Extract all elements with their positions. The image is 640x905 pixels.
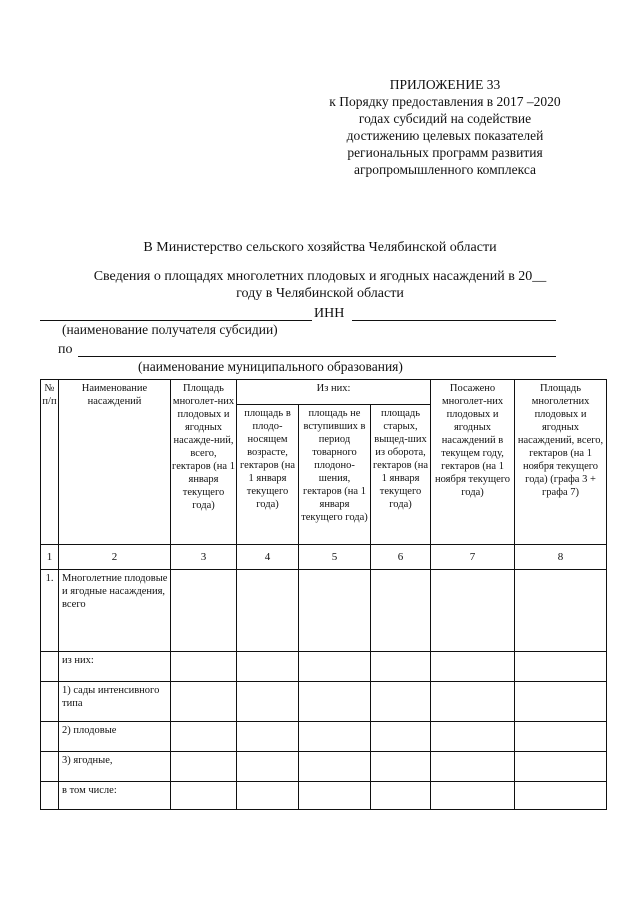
po-label: по <box>58 342 73 357</box>
column-number: 8 <box>515 545 607 570</box>
header-num: № п/п <box>41 380 59 545</box>
row-num <box>41 652 59 682</box>
row-name: 3) ягодные, <box>59 752 171 782</box>
row-name: из них: <box>59 652 171 682</box>
addressee: В Министерство сельского хозяйства Челябинской области <box>143 240 497 255</box>
appendix-line: к Порядку предоставления в 2017 –2020 <box>329 94 561 109</box>
appendix-line: агропромышленного комплекса <box>354 162 536 177</box>
table-row <box>41 682 607 722</box>
table-row <box>41 752 607 782</box>
appendix-line: региональных программ развития <box>347 145 543 160</box>
document-title <box>40 268 600 302</box>
appendix-block <box>300 76 590 178</box>
municipality-blank <box>78 356 556 357</box>
row-num <box>41 752 59 782</box>
header-old: площадь старых, выщед-ших из оборота, гектаров (на 1 января текущего года) <box>371 405 431 545</box>
row-name: 1) сады интенсивного типа <box>59 682 171 722</box>
inn-label: ИНН <box>314 306 345 321</box>
row-num: 1. <box>41 570 59 652</box>
row-name: Многолетние плодовые и ягодные насаждения, всего <box>59 570 171 652</box>
column-number: 4 <box>237 545 299 570</box>
header-not-bearing: площадь не вступивших в период товарного плодоно-шения, гектаров (на 1 января текущего года) <box>299 405 371 545</box>
column-number: 5 <box>299 545 371 570</box>
row-name: в том числе: <box>59 782 171 810</box>
table-row <box>41 570 607 652</box>
title-line-1: Сведения о площадях многолетних плодовых и ягодных насаждений в 20__ <box>93 269 547 284</box>
column-number: 3 <box>171 545 237 570</box>
row-num <box>41 722 59 752</box>
plantings-table <box>40 379 607 810</box>
row-num <box>41 782 59 810</box>
column-number: 7 <box>431 545 515 570</box>
header-planted: Посажено многолет-них плодовых и ягодных насаждений в текущем году, гектаров (на 1 ноября текущего года) <box>431 380 515 545</box>
header-area-nov: Площадь многолетних плодовых и ягодных насаждений, всего, гектаров (на 1 ноября текущего года) (графа 3 + графа 7) <box>515 380 607 545</box>
recipient-blank <box>40 320 312 321</box>
inn-blank <box>352 320 556 321</box>
header-of-them: Из них: <box>237 380 431 405</box>
header-name: Наименование насаждений <box>59 380 171 545</box>
header-bearing: площадь в плодо-носящем возрасте, гектаров (на 1 января текущего года) <box>237 405 299 545</box>
table-row <box>41 722 607 752</box>
recipient-caption: (наименование получателя субсидии) <box>62 322 278 337</box>
table-row <box>41 782 607 810</box>
column-number: 1 <box>41 545 59 570</box>
municipality-caption: (наименование муниципального образования) <box>138 359 403 374</box>
column-number: 6 <box>371 545 431 570</box>
appendix-title: ПРИЛОЖЕНИЕ 33 <box>389 77 501 92</box>
row-num <box>41 682 59 722</box>
appendix-line: годах субсидий на содействие <box>358 111 532 126</box>
header-area-total: Площадь многолет-них плодовых и ягодных насажде-ний, всего, гектаров (на 1 января текущего года) <box>171 380 237 545</box>
table-row <box>41 652 607 682</box>
appendix-line: достижению целевых показателей <box>346 128 544 143</box>
title-line-2: году в Челябинской области <box>236 286 404 301</box>
column-number: 2 <box>59 545 171 570</box>
row-name: 2) плодовые <box>59 722 171 752</box>
